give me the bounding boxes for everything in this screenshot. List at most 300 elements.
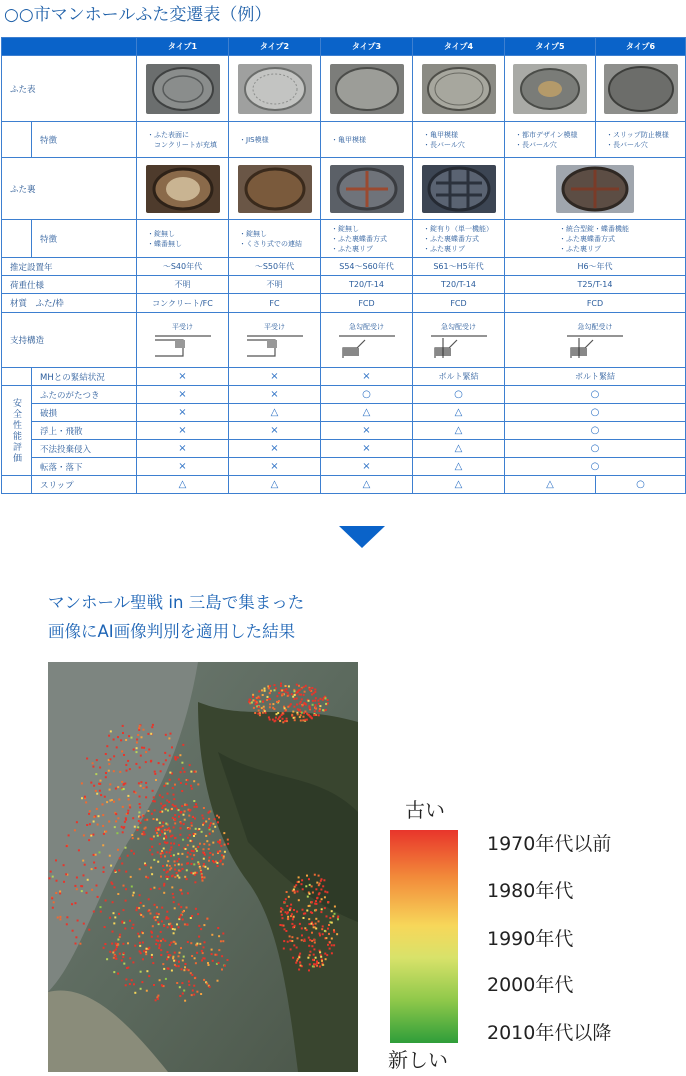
eval-cell: × — [137, 386, 229, 404]
eval-cell: △ — [137, 476, 229, 494]
manhole-point — [183, 814, 185, 816]
manhole-point — [287, 706, 289, 708]
manhole-point — [198, 925, 200, 927]
manhole-point — [148, 898, 150, 900]
manhole-point — [281, 690, 283, 692]
manhole-point — [92, 766, 94, 768]
manhole-point — [164, 855, 166, 857]
manhole-point — [191, 915, 193, 917]
manhole-point — [166, 828, 168, 830]
manhole-point — [315, 714, 317, 716]
manhole-point — [153, 796, 155, 798]
manhole-point — [183, 956, 185, 958]
manhole-point — [134, 945, 136, 947]
manhole-point — [188, 815, 190, 817]
manhole-point — [327, 699, 329, 701]
manhole-point — [136, 739, 138, 741]
manhole-point — [190, 917, 192, 919]
manhole-point — [196, 806, 198, 808]
manhole-point — [289, 940, 291, 942]
feature-cell: ・都市デザイン模様 ・長バール穴 — [505, 122, 596, 158]
manhole-point — [140, 914, 142, 916]
manhole-point — [186, 856, 188, 858]
manhole-point — [272, 703, 274, 705]
manhole-point — [203, 924, 205, 926]
manhole-point — [205, 835, 207, 837]
manhole-point — [173, 843, 175, 845]
manhole-point — [123, 788, 125, 790]
manhole-point — [109, 783, 111, 785]
manhole-point — [193, 854, 195, 856]
manhole-point — [108, 759, 110, 761]
manhole-point — [153, 836, 155, 838]
manhole-point — [104, 796, 106, 798]
manhole-point — [163, 883, 165, 885]
manhole-point — [196, 850, 198, 852]
manhole-point — [206, 983, 208, 985]
manhole-point — [200, 871, 202, 873]
manhole-point — [116, 946, 118, 948]
feature-cell: ・ふた表面に コンクリートが充填 — [137, 122, 229, 158]
manhole-point — [299, 694, 301, 696]
manhole-point — [308, 969, 310, 971]
manhole-point — [113, 770, 115, 772]
cover-photo-type2 — [238, 64, 312, 114]
manhole-point — [220, 845, 222, 847]
manhole-point — [332, 915, 334, 917]
manhole-point — [337, 918, 339, 920]
manhole-point — [288, 896, 290, 898]
manhole-point — [175, 943, 177, 945]
eval-cell: × — [321, 440, 413, 458]
manhole-point — [154, 809, 156, 811]
manhole-point — [202, 880, 204, 882]
eval-cell: × — [229, 458, 321, 476]
satellite-map-image — [48, 662, 358, 1072]
manhole-point — [190, 942, 192, 944]
manhole-point — [211, 953, 213, 955]
manhole-point — [321, 878, 323, 880]
manhole-point — [169, 852, 171, 854]
manhole-point — [145, 796, 147, 798]
manhole-point — [140, 988, 142, 990]
load-cell: 不明 — [137, 276, 229, 294]
manhole-point — [166, 958, 168, 960]
manhole-point — [118, 799, 120, 801]
manhole-point — [184, 876, 186, 878]
cover-photo-type4 — [422, 64, 496, 114]
manhole-point — [186, 863, 188, 865]
manhole-point — [163, 763, 165, 765]
manhole-point — [329, 948, 331, 950]
manhole-point — [160, 853, 162, 855]
manhole-point — [316, 962, 318, 964]
manhole-point — [180, 906, 182, 908]
manhole-point — [168, 801, 170, 803]
feature-cell: ・スリップ防止模様 ・長バール穴 — [596, 122, 686, 158]
eval-cell: × — [229, 422, 321, 440]
manhole-point — [52, 876, 54, 878]
manhole-point — [302, 704, 304, 706]
manhole-point — [139, 725, 141, 727]
manhole-point — [114, 886, 116, 888]
manhole-point — [325, 703, 327, 705]
manhole-point — [166, 911, 168, 913]
manhole-point — [313, 963, 315, 965]
manhole-point — [179, 986, 181, 988]
legend-item: 2010年代以降 — [487, 1022, 612, 1044]
safety-label: 安全性能評価 — [2, 386, 32, 476]
manhole-point — [175, 837, 177, 839]
manhole-point — [318, 703, 320, 705]
eval-cell: × — [137, 440, 229, 458]
manhole-point — [103, 833, 105, 835]
manhole-point — [209, 986, 211, 988]
manhole-point — [170, 855, 172, 857]
manhole-point — [206, 840, 208, 842]
manhole-point — [163, 892, 165, 894]
manhole-point — [178, 903, 180, 905]
manhole-point — [106, 745, 108, 747]
manhole-point — [268, 687, 270, 689]
manhole-point — [294, 694, 296, 696]
manhole-point — [324, 891, 326, 893]
manhole-point — [130, 876, 132, 878]
manhole-point — [263, 706, 265, 708]
manhole-point — [157, 921, 159, 923]
manhole-point — [291, 714, 293, 716]
manhole-point — [129, 957, 131, 959]
manhole-point — [189, 764, 191, 766]
manhole-point — [184, 1000, 186, 1002]
manhole-point — [280, 907, 282, 909]
manhole-point — [161, 920, 163, 922]
type-header: タイプ6 — [596, 38, 686, 56]
manhole-point — [220, 940, 222, 942]
manhole-point — [314, 874, 316, 876]
manhole-point — [173, 932, 175, 934]
manhole-point — [185, 963, 187, 965]
manhole-point — [185, 783, 187, 785]
manhole-point — [292, 918, 294, 920]
manhole-point — [88, 839, 90, 841]
manhole-point — [174, 869, 176, 871]
eval-cell: ○ — [596, 476, 686, 494]
manhole-point — [174, 876, 176, 878]
support-cell: 急勾配受け — [413, 313, 505, 368]
manhole-point — [174, 864, 176, 866]
manhole-point — [143, 787, 145, 789]
eval-cell: ○ — [321, 386, 413, 404]
manhole-point — [53, 901, 55, 903]
manhole-point — [182, 993, 184, 995]
manhole-point — [297, 891, 299, 893]
manhole-point — [174, 964, 176, 966]
manhole-point — [117, 736, 119, 738]
flat-support-diagram — [153, 334, 213, 360]
manhole-point — [161, 830, 163, 832]
manhole-point — [227, 839, 229, 841]
manhole-point — [129, 768, 131, 770]
manhole-point — [87, 879, 89, 881]
manhole-point — [56, 880, 58, 882]
manhole-point — [151, 954, 153, 956]
manhole-point — [289, 935, 291, 937]
manhole-point — [307, 957, 309, 959]
manhole-point — [95, 854, 97, 856]
manhole-point — [191, 858, 193, 860]
manhole-point — [223, 856, 225, 858]
manhole-point — [285, 898, 287, 900]
manhole-point — [221, 955, 223, 957]
manhole-point — [251, 702, 253, 704]
manhole-point — [124, 821, 126, 823]
manhole-point — [121, 750, 123, 752]
manhole-point — [191, 863, 193, 865]
manhole-point — [92, 834, 94, 836]
manhole-point — [299, 703, 301, 705]
manhole-point — [172, 928, 174, 930]
manhole-point — [161, 984, 163, 986]
manhole-point — [309, 954, 311, 956]
manhole-point — [164, 833, 166, 835]
eval-cell: ボルト緊結 — [413, 368, 505, 386]
manhole-point — [119, 953, 121, 955]
manhole-point — [123, 952, 125, 954]
eval-cell: × — [137, 368, 229, 386]
manhole-point — [194, 977, 196, 979]
manhole-point — [224, 851, 226, 853]
manhole-point — [192, 872, 194, 874]
manhole-point — [169, 772, 171, 774]
manhole-point — [293, 944, 295, 946]
manhole-point — [150, 888, 152, 890]
manhole-point — [88, 929, 90, 931]
manhole-point — [139, 816, 141, 818]
manhole-point — [276, 695, 278, 697]
manhole-point — [203, 858, 205, 860]
manhole-point — [327, 928, 329, 930]
manhole-point — [121, 960, 123, 962]
manhole-point — [290, 948, 292, 950]
manhole-point — [181, 790, 183, 792]
manhole-point — [150, 760, 152, 762]
manhole-point — [253, 707, 255, 709]
manhole-point — [322, 933, 324, 935]
manhole-point — [121, 781, 123, 783]
manhole-point — [212, 830, 214, 832]
support-cell: 急勾配受け — [321, 313, 413, 368]
manhole-point — [169, 830, 171, 832]
manhole-point — [315, 918, 317, 920]
manhole-point — [145, 876, 147, 878]
manhole-point — [109, 951, 111, 953]
manhole-point — [172, 957, 174, 959]
manhole-point — [191, 994, 193, 996]
manhole-point — [275, 687, 277, 689]
manhole-point — [337, 916, 339, 918]
manhole-point — [214, 826, 216, 828]
manhole-point — [108, 821, 110, 823]
manhole-point — [129, 983, 131, 985]
manhole-point — [153, 859, 155, 861]
manhole-point — [86, 758, 88, 760]
manhole-point — [303, 686, 305, 688]
manhole-point — [182, 767, 184, 769]
manhole-point — [143, 905, 145, 907]
manhole-point — [325, 709, 327, 711]
manhole-point — [187, 837, 189, 839]
manhole-point — [138, 935, 140, 937]
manhole-point — [299, 716, 301, 718]
manhole-point — [148, 947, 150, 949]
manhole-point — [139, 942, 141, 944]
type-header: タイプ5 — [505, 38, 596, 56]
manhole-point — [129, 804, 131, 806]
eval-cell: △ — [413, 458, 505, 476]
manhole-point — [267, 696, 269, 698]
manhole-point — [257, 713, 259, 715]
manhole-point — [165, 835, 167, 837]
manhole-point — [162, 852, 164, 854]
manhole-point — [109, 800, 111, 802]
manhole-point — [187, 852, 189, 854]
manhole-point — [119, 934, 121, 936]
manhole-point — [175, 759, 177, 761]
manhole-point — [142, 932, 144, 934]
manhole-point — [178, 955, 180, 957]
manhole-point — [82, 860, 84, 862]
back-photo-type3 — [330, 165, 404, 213]
manhole-point — [218, 935, 220, 937]
manhole-point — [173, 941, 175, 943]
manhole-point — [217, 821, 219, 823]
manhole-point — [264, 710, 266, 712]
manhole-point — [301, 879, 303, 881]
manhole-point — [325, 958, 327, 960]
row-label-front: ふた表 — [2, 56, 137, 122]
manhole-point — [252, 699, 254, 701]
safety-row-label: ふたのがたつき — [32, 386, 137, 404]
manhole-point — [59, 892, 61, 894]
manhole-point — [287, 918, 289, 920]
manhole-point — [315, 704, 317, 706]
manhole-point — [193, 846, 195, 848]
eval-cell: × — [229, 386, 321, 404]
feature-cell: ・錠無し ・蝶番無し — [137, 220, 229, 258]
manhole-point — [268, 698, 270, 700]
row-label-year: 推定設置年 — [2, 258, 137, 276]
manhole-point — [291, 936, 293, 938]
manhole-point — [171, 746, 173, 748]
manhole-point — [288, 685, 290, 687]
year-cell: H6～年代 — [505, 258, 686, 276]
manhole-point — [145, 761, 147, 763]
manhole-point — [262, 694, 264, 696]
manhole-point — [123, 827, 125, 829]
manhole-point — [93, 821, 95, 823]
manhole-point — [301, 688, 303, 690]
manhole-point — [120, 739, 122, 741]
manhole-point — [187, 941, 189, 943]
manhole-point — [93, 854, 95, 856]
manhole-point — [280, 685, 282, 687]
manhole-point — [127, 942, 129, 944]
manhole-point — [131, 834, 133, 836]
manhole-point — [59, 916, 61, 918]
manhole-point — [138, 811, 140, 813]
manhole-point — [117, 786, 119, 788]
eval-cell: × — [229, 368, 321, 386]
manhole-point — [321, 960, 323, 962]
manhole-point — [122, 943, 124, 945]
load-cell: T20/T-14 — [321, 276, 413, 294]
manhole-point — [264, 690, 266, 692]
manhole-point — [75, 936, 77, 938]
manhole-point — [207, 868, 209, 870]
manhole-point — [203, 807, 205, 809]
manhole-point — [302, 719, 304, 721]
manhole-point — [140, 781, 142, 783]
manhole-point — [113, 912, 115, 914]
manhole-point — [170, 846, 172, 848]
manhole-point — [160, 876, 162, 878]
manhole-point — [322, 709, 324, 711]
manhole-point — [198, 828, 200, 830]
manhole-point — [152, 800, 154, 802]
feature-cell: ・錠無し ・ふた裏蝶番方式 ・ふた裏リブ — [321, 220, 413, 258]
manhole-point — [214, 818, 216, 820]
manhole-point — [66, 923, 68, 925]
slope-support-diagram — [337, 334, 397, 360]
manhole-point — [292, 711, 294, 713]
manhole-point — [117, 817, 119, 819]
eval-cell: ○ — [505, 440, 686, 458]
manhole-point — [171, 925, 173, 927]
manhole-point — [203, 865, 205, 867]
manhole-point — [106, 801, 108, 803]
manhole-point — [165, 734, 167, 736]
manhole-point — [313, 954, 315, 956]
manhole-point — [190, 872, 192, 874]
row-label-load: 荷重仕様 — [2, 276, 137, 294]
eval-cell: ○ — [505, 404, 686, 422]
manhole-point — [165, 823, 167, 825]
manhole-point — [99, 790, 101, 792]
manhole-point — [166, 878, 168, 880]
manhole-point — [157, 940, 159, 942]
manhole-point — [109, 917, 111, 919]
manhole-point — [183, 990, 185, 992]
manhole-point — [180, 782, 182, 784]
manhole-point — [176, 982, 178, 984]
eval-cell: × — [321, 458, 413, 476]
manhole-point — [327, 944, 329, 946]
manhole-point — [103, 947, 105, 949]
manhole-point — [178, 918, 180, 920]
manhole-point — [80, 885, 82, 887]
manhole-point — [201, 878, 203, 880]
load-cell: 不明 — [229, 276, 321, 294]
manhole-point — [51, 897, 53, 899]
manhole-point — [157, 861, 159, 863]
manhole-point — [95, 773, 97, 775]
manhole-point — [201, 831, 203, 833]
manhole-point — [278, 700, 280, 702]
manhole-point — [174, 907, 176, 909]
manhole-point — [152, 925, 154, 927]
manhole-point — [139, 945, 141, 947]
